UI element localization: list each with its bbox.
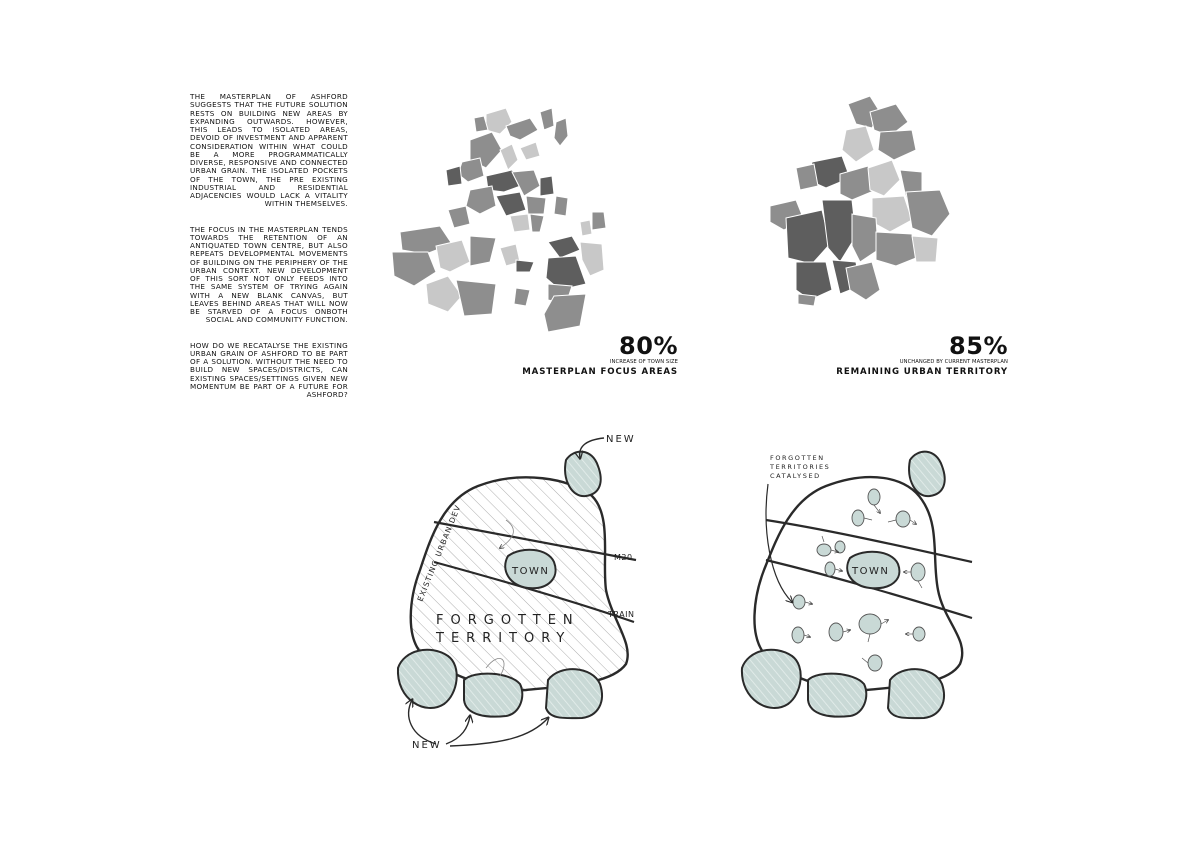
catalysed-pocket (896, 511, 910, 527)
new-area-top (565, 452, 601, 497)
new-area-middle (808, 674, 866, 717)
left-diagram-forgotten-territory (398, 434, 636, 751)
new-bottom-pointer-3 (450, 718, 548, 746)
label-town-right: TOWN (852, 566, 890, 577)
stat-percent-85: 85% (949, 332, 1008, 360)
stat-caption-focus-areas: MASTERPLAN FOCUS AREAS (522, 367, 678, 377)
label-new-bottom: NEW (412, 740, 442, 751)
new-area-left (398, 650, 457, 708)
catalysed-pocket (825, 562, 835, 576)
catalysed-pocket (868, 655, 882, 671)
stat-caption-urban-territory: REMAINING URBAN TERRITORY (836, 367, 1008, 377)
label-forgotten-territories-1: FORGOTTEN (770, 454, 825, 462)
new-area-right (888, 669, 944, 718)
stat-subtitle-unchanged: UNCHANGED BY CURRENT MASTERPLAN (899, 359, 1008, 365)
new-area-top (909, 452, 945, 497)
catalysed-pocket (911, 563, 925, 581)
paragraph-question: HOW DO WE RECATALYSE THE EXISTING URBAN GRAIN OF ASHFORD TO BE PART OF A SOLUTION. WITHOUT THE NEED TO BUILD NEW SPACES/DISTRICTS, CAN EXISTING SPACES/SETTINGS GIVEN NEW MOMENTUM BE PART OF A FUTURE FOR ASHFORD? (190, 340, 348, 399)
stat-percent-80: 80% (619, 332, 678, 360)
new-area-left (742, 650, 801, 708)
catalysed-pocket (868, 489, 880, 505)
catalysed-pocket (792, 627, 804, 643)
label-forgotten-territories-3: CATALYSED (770, 472, 821, 480)
catalysed-pocket (835, 541, 845, 553)
catalysed-pocket (817, 544, 831, 556)
catalysed-pocket (852, 510, 864, 526)
label-forgotten: FORGOTTEN (436, 613, 580, 628)
catalysed-pocket (793, 595, 805, 609)
label-forgotten-territories-2: TERRITORIES (770, 463, 831, 471)
stat-subtitle-town-size: INCREASE OF TOWN SIZE (609, 359, 678, 365)
masterplan-focus-map (392, 108, 606, 332)
label-territory: TERRITORY (436, 631, 572, 646)
new-bottom-pointer-2 (446, 716, 470, 744)
paragraph-masterplan-intro: THE MASTERPLAN OF ASHFORD SUGGESTS THAT THE FUTURE SOLUTION RESTS ON BUILDING NEW AREAS BY EXPANDING OUTWARDS. HOWEVER, THIS LEADS TO ISOLATED AREAS, DEVOID OF INVESTMENT AND APPARENT CONSIDERATION WITHIN WHAT COULD BE A MORE PROGRAMMATICALLY DIVERSE, RESPONSIVE AND CONNECTED URBAN GRAIN. THE ISOLATED POCKETS OF THE TOWN, THE PRE EXISTING INDUSTRIAL AND RESIDENTIAL ADJACENCIES WOULD LACK A VITALITY WITHIN THEMSELVES. (190, 92, 348, 209)
new-area-right (546, 669, 602, 718)
right-diagram-catalysed (742, 452, 972, 718)
label-m20: M20 (614, 553, 633, 562)
label-train: TRAIN (608, 610, 635, 619)
label-existing-urban-dev: EXISTING URBAN DEV (415, 503, 463, 603)
catalysed-pocket (859, 614, 881, 634)
catalysed-pocket (829, 623, 843, 641)
label-town: TOWN (512, 566, 550, 577)
paragraph-masterplan-focus: THE FOCUS IN THE MASTERPLAN TENDS TOWARDS THE RETENTION OF AN ANTIQUATED TOWN CENTRE, BUT ALSO REPEATS DEVELOPMENTAL MOVEMENTS OF BUILDING ON THE PERIPHERY OF THE URBAN CONTEXT. NEW DEVELOPMENT OF THIS SORT NOT ONLY FEEDS INTO THE SAME SYSTEM OF TRYING AGAIN WITH A NEW BLANK CANVAS, BUT LEAVES BEHIND AREAS THAT WILL NOW BE STARVED OF A FOCUS ONBOTH SOCIAL AND COMMUNITY FUNCTION. (190, 224, 348, 325)
catalysed-pocket (913, 627, 925, 641)
remaining-territory-map (770, 96, 950, 306)
label-new-top: NEW (606, 434, 636, 445)
new-area-middle (464, 674, 522, 717)
